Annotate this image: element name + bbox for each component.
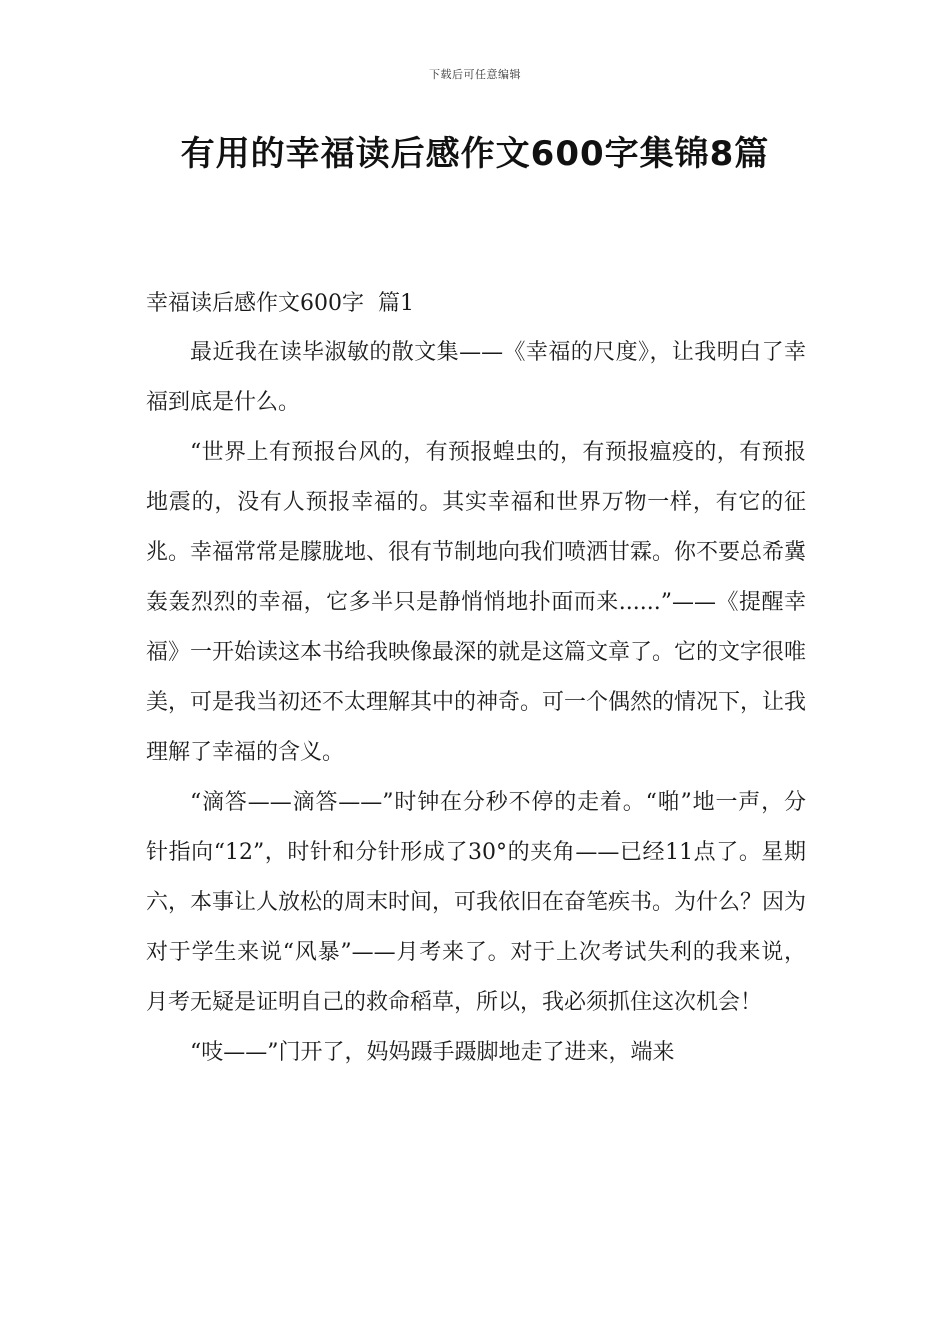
document-body (146, 280, 806, 1078)
paragraph-1: 最近我在读毕淑敏的散文集——《幸福的尺度》，让我明白了幸福到底是什么。 (146, 340, 806, 415)
paragraph-2: “世界上有预报台风的，有预报蝗虫的，有预报瘟疫的，有预报地震的，没有人预报幸福的。其实幸福和世界万物一样，有它的征兆。幸福常常是朦胧地、很有节制地向我们喷洒甘霖。你不要总希冀轰轰烈烈的幸福，它多半只是静悄悄地扑面而来......”——《提醒幸福》一开始读这本书给我映像最深的就是这篇文章了。它的文字很唯美，可是我当初还不太理解其中的神奇。可一个偶然的情况下，让我理解了幸福的含义。 (146, 440, 807, 765)
document-title: 有用的幸福读后感作文600字集锦8篇 (180, 134, 770, 174)
header-note: 下载后可任意编辑 (429, 68, 521, 81)
paragraph-3: “滴答——滴答——”时钟在分秒不停的走着。“啪”地一声，分针指向“12”，时针和分针形成了30°的夹角——已经11点了。星期六，本事让人放松的周末时间，可我依旧在奋笔疾书。为什么？因为对于学生来说“风暴”——月考来了。对于上次考试失利的我来说，月考无疑是证明自己的救命稻草，所以，我必须抓住这次机会！ (146, 790, 807, 1015)
section-heading: 幸福读后感作文600字 篇1 (146, 291, 414, 316)
paragraph-4: “吱——”门开了，妈妈蹑手蹑脚地走了进来，端来 (190, 1040, 675, 1065)
